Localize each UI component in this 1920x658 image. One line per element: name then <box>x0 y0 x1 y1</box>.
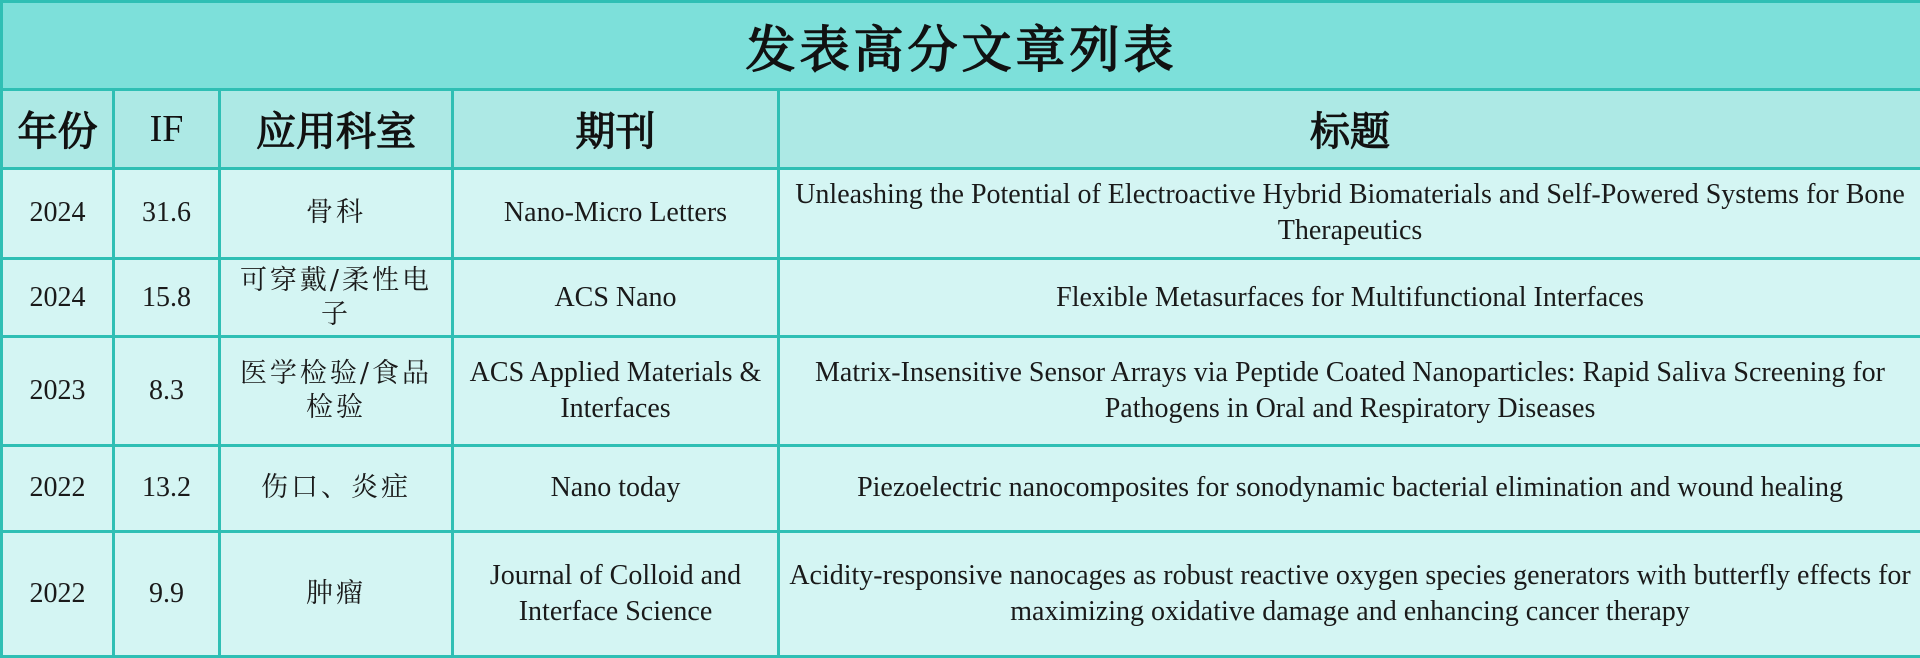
cell-department: 骨科 <box>220 168 453 258</box>
cell-journal: ACS Nano <box>453 258 779 336</box>
header-year: 年份 <box>2 90 114 168</box>
cell-paper-title: Piezoelectric nanocomposites for sonodynamic bacterial elimination and wound healing <box>779 445 1920 531</box>
cell-journal: Journal of Colloid and Interface Science <box>453 532 779 657</box>
cell-impact-factor: 15.8 <box>114 258 220 336</box>
header-impact-factor: IF <box>114 90 220 168</box>
cell-paper-title: Flexible Metasurfaces for Multifunctional Interfaces <box>779 258 1920 336</box>
cell-journal: ACS Applied Materials & Interfaces <box>453 337 779 446</box>
table-title: 发表高分文章列表 <box>2 2 1920 90</box>
table-title-row <box>2 2 1920 90</box>
cell-impact-factor: 8.3 <box>114 337 220 446</box>
cell-impact-factor: 31.6 <box>114 168 220 258</box>
header-journal: 期刊 <box>453 90 779 168</box>
cell-impact-factor: 9.9 <box>114 532 220 657</box>
header-paper-title: 标题 <box>779 90 1920 168</box>
cell-paper-title: Acidity-responsive nanocages as robust reactive oxygen species generators with butterfly effects for maximizing oxidative damage and enhancing cancer therapy <box>779 532 1920 657</box>
cell-year: 2024 <box>2 168 114 258</box>
cell-department: 可穿戴/柔性电子 <box>220 258 453 336</box>
cell-paper-title: Unleashing the Potential of Electroactive Hybrid Biomaterials and Self-Powered Systems for Bone Therapeutics <box>779 168 1920 258</box>
table-row <box>2 168 1920 258</box>
cell-year: 2022 <box>2 532 114 657</box>
cell-department: 伤口、炎症 <box>220 445 453 531</box>
table-row <box>2 445 1920 531</box>
cell-department: 医学检验/食品检验 <box>220 337 453 446</box>
cell-journal: Nano today <box>453 445 779 531</box>
table-row <box>2 337 1920 446</box>
table-row <box>2 258 1920 336</box>
table-row <box>2 532 1920 657</box>
cell-impact-factor: 13.2 <box>114 445 220 531</box>
cell-year: 2023 <box>2 337 114 446</box>
cell-journal: Nano-Micro Letters <box>453 168 779 258</box>
table-header-row <box>2 90 1920 168</box>
cell-paper-title: Matrix-Insensitive Sensor Arrays via Peptide Coated Nanoparticles: Rapid Saliva Screening for Pathogens in Oral and Respiratory Diseases <box>779 337 1920 446</box>
cell-year: 2024 <box>2 258 114 336</box>
cell-department: 肿瘤 <box>220 532 453 657</box>
cell-year: 2022 <box>2 445 114 531</box>
header-department: 应用科室 <box>220 90 453 168</box>
